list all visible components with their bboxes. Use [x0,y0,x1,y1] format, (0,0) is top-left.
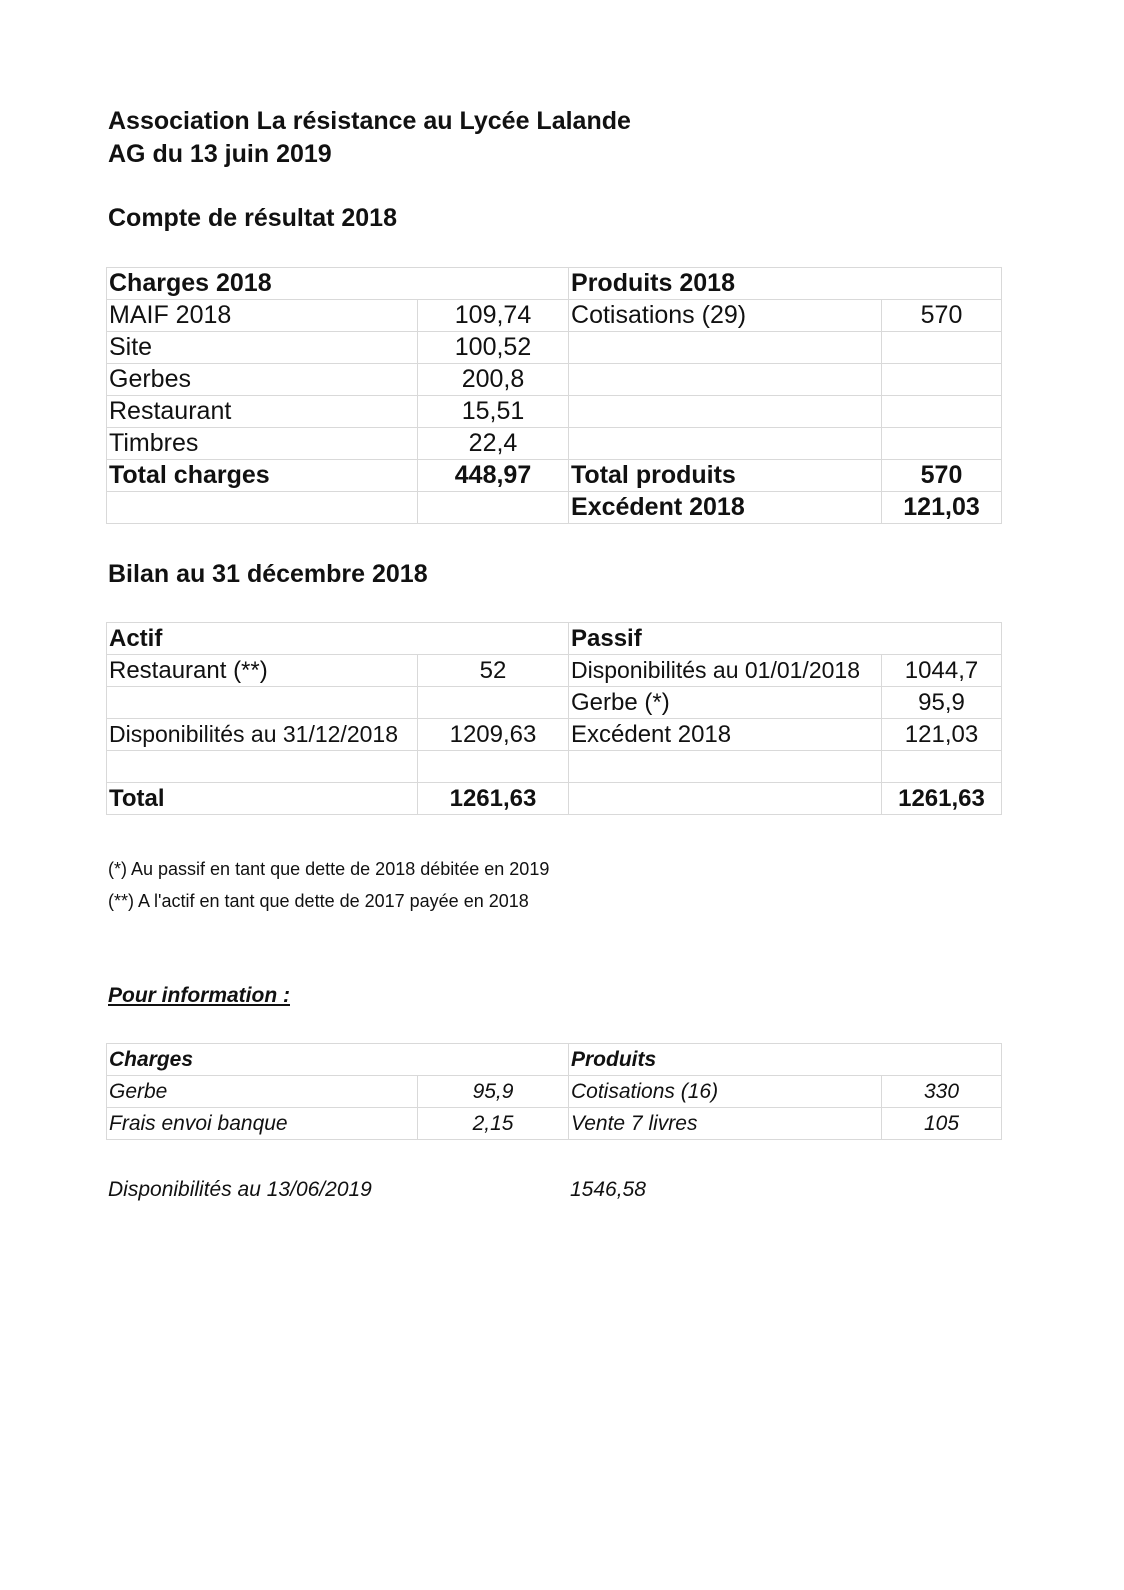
table-row [107,428,1002,460]
charge-label: MAIF 2018 [107,300,418,332]
info-table [106,1043,1002,1140]
produit-value: 330 [882,1076,1002,1108]
total-charges-label: Total charges [107,460,418,492]
actif-header: Actif [107,623,569,655]
charge-value: 22,4 [418,428,569,460]
bilan-title: Bilan au 31 décembre 2018 [108,560,428,588]
actif-label [107,751,418,783]
bilan-total-label: Total [107,783,418,815]
produit-value: 105 [882,1108,1002,1140]
produit-label [569,396,882,428]
charge-label: Frais envoi banque [107,1108,418,1140]
charge-label: Restaurant [107,396,418,428]
produits-header: Produits 2018 [569,268,1002,300]
actif-label: Disponibilités au 31/12/2018 [107,719,418,751]
charge-label: Gerbes [107,364,418,396]
actif-value [418,751,569,783]
produit-value [882,364,1002,396]
passif-value: 95,9 [882,687,1002,719]
empty-cell [107,492,418,524]
produit-value [882,332,1002,364]
table-row [107,1108,1002,1140]
table-row [107,332,1002,364]
actif-label [107,687,418,719]
dispo-label: Disponibilités au 13/06/2019 [108,1178,372,1201]
bilan-total-row [107,783,1002,815]
charge-value: 2,15 [418,1108,569,1140]
produit-label [569,364,882,396]
info-charges-header: Charges [107,1044,569,1076]
passif-label: Excédent 2018 [569,719,882,751]
table-row [107,687,1002,719]
info-title: Pour information : [108,984,290,1007]
table-row [107,655,1002,687]
table-row [107,300,1002,332]
produit-value [882,428,1002,460]
produit-label [569,332,882,364]
bilan-table [106,622,1002,815]
footnote-actif: (**) A l'actif en tant que dette de 2017 payée en 2018 [108,891,529,911]
actif-label: Restaurant (**) [107,655,418,687]
charge-value: 200,8 [418,364,569,396]
produit-label: Vente 7 livres [569,1108,882,1140]
bilan-header-row [107,623,1002,655]
passif-header: Passif [569,623,1002,655]
excedent-label: Excédent 2018 [569,492,882,524]
info-header-row [107,1044,1002,1076]
produit-label [569,428,882,460]
produit-value [882,396,1002,428]
compte-table [106,267,1002,524]
charge-value: 100,52 [418,332,569,364]
ag-date: AG du 13 juin 2019 [108,140,332,168]
table-row [107,1076,1002,1108]
passif-label: Disponibilités au 01/01/2018 [569,655,882,687]
empty-cell [569,783,882,815]
actif-value [418,687,569,719]
total-passif-value: 1261,63 [882,783,1002,815]
total-row [107,460,1002,492]
produit-value: 570 [882,300,1002,332]
passif-label [569,751,882,783]
passif-value: 121,03 [882,719,1002,751]
passif-value: 1044,7 [882,655,1002,687]
empty-cell [418,492,569,524]
association-title: Association La résistance au Lycée Lalande [108,107,631,135]
table-row [107,751,1002,783]
dispo-value: 1546,58 [570,1178,646,1201]
passif-value [882,751,1002,783]
compte-header-row [107,268,1002,300]
charge-value: 109,74 [418,300,569,332]
total-charges-value: 448,97 [418,460,569,492]
charge-value: 15,51 [418,396,569,428]
table-row [107,364,1002,396]
charge-label: Gerbe [107,1076,418,1108]
table-row [107,396,1002,428]
charge-label: Timbres [107,428,418,460]
charge-value: 95,9 [418,1076,569,1108]
compte-title: Compte de résultat 2018 [108,204,397,232]
produit-label: Cotisations (16) [569,1076,882,1108]
charge-label: Site [107,332,418,364]
produit-label: Cotisations (29) [569,300,882,332]
total-produits-label: Total produits [569,460,882,492]
total-produits-value: 570 [882,460,1002,492]
footnote-passif: (*) Au passif en tant que dette de 2018 débitée en 2019 [108,859,550,879]
actif-value: 1209,63 [418,719,569,751]
info-produits-header: Produits [569,1044,1002,1076]
excedent-row [107,492,1002,524]
actif-value: 52 [418,655,569,687]
table-row [107,719,1002,751]
total-actif-value: 1261,63 [418,783,569,815]
charges-header: Charges 2018 [107,268,569,300]
passif-label: Gerbe (*) [569,687,882,719]
excedent-value: 121,03 [882,492,1002,524]
